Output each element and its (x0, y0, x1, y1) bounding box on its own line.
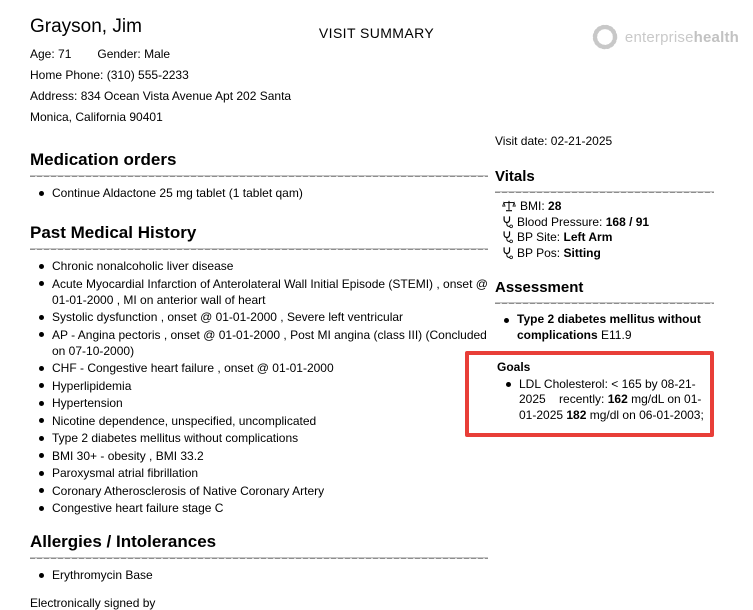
gender-value: Gender: Male (97, 47, 171, 61)
enterprise-health-logo (590, 22, 739, 52)
left-column (30, 150, 488, 610)
vital-label: BP Pos: (517, 245, 564, 260)
pmh-item: Systolic dysfunction , onset @ 01-01-2000 , Severe left ventricular (30, 309, 488, 325)
diagnosis-code: E11.9 (597, 327, 632, 342)
pmh-item: Congestive heart failure stage C (30, 500, 488, 516)
logo-text-light: enterprise (624, 28, 694, 46)
section-divider (30, 175, 488, 177)
pmh-item: Hypertension (30, 395, 488, 411)
vital-value: Left Arm (563, 230, 613, 244)
goal-recent-date-1: mg/dL on 01-01-2025 (519, 392, 702, 422)
patient-name: Grayson, Jim (30, 16, 142, 37)
vital-row-bp-site (502, 230, 714, 246)
past-medical-history-heading: Past Medical History (30, 223, 197, 242)
goals-heading: Goals (497, 360, 531, 374)
pmh-item: Hyperlipidemia (30, 378, 488, 394)
pmh-item: Chronic nonalcoholic liver disease (30, 258, 488, 274)
age-gender-line (30, 44, 322, 65)
allergies-list (30, 567, 488, 583)
assessment-list (495, 312, 714, 343)
document-title: VISIT SUMMARY (318, 25, 435, 41)
electronic-signature-note: Electronically signed by (30, 596, 156, 610)
vitals-heading: Vitals (495, 168, 535, 185)
pmh-item: Coronary Atherosclerosis of Native Coronary Artery (30, 483, 488, 499)
goal-recent-value-1: 162 (607, 392, 628, 406)
stethoscope-icon (502, 230, 513, 243)
pmh-item: CHF - Congestive heart failure , onset @ 01-01-2000 (30, 360, 488, 376)
vital-row-bmi (502, 199, 714, 215)
visit-date: Visit date: 02-21-2025 (495, 134, 613, 148)
vital-row-bp-pos (502, 246, 714, 262)
patient-demographics (30, 44, 322, 128)
allergy-item: Erythromycin Base (30, 567, 488, 583)
stethoscope-icon (502, 246, 513, 259)
age-value: Age: 71 (30, 47, 72, 61)
goals-highlight-box (465, 351, 714, 437)
section-divider (495, 302, 714, 304)
pmh-item: BMI 30+ - obesity , BMI 33.2 (30, 448, 488, 464)
address-line: Address: 834 Ocean Vista Avenue Apt 202 Santa Monica, California 90401 (30, 89, 292, 124)
past-medical-history-list (30, 258, 488, 516)
section-divider (30, 248, 488, 250)
home-phone-line: Home Phone: (310) 555-2233 (30, 68, 189, 82)
stethoscope-icon (502, 215, 513, 228)
goal-recent-date-2: mg/dl on 06-01-2003; (586, 407, 704, 422)
medication-orders-list (30, 185, 488, 201)
assessment-heading: Assessment (495, 279, 584, 296)
vital-label: BP Site: (517, 230, 564, 244)
vital-value: 168 / 91 (605, 214, 650, 229)
logo-text-bold: health (693, 28, 739, 46)
vitals-list (495, 199, 714, 261)
assessment-item (495, 312, 714, 343)
pmh-item: Nicotine dependence, unspecified, uncomplicated (30, 413, 488, 429)
section-divider (30, 557, 488, 559)
vital-label: Blood Pressure: (517, 214, 606, 229)
goal-recent-label: recently: (545, 392, 608, 406)
vital-value: Sitting (563, 245, 601, 260)
vital-row-blood-pressure (502, 215, 714, 231)
vital-value: 28 (548, 199, 562, 213)
pmh-item: Paroxysmal atrial fibrillation (30, 465, 488, 481)
goal-recent-value-2: 182 (566, 407, 587, 422)
goal-item (497, 377, 704, 424)
allergies-heading: Allergies / Intolerances (30, 532, 217, 551)
section-divider (495, 191, 714, 193)
pmh-item: AP - Angina pectoris , onset @ 01-01-2000 , Post MI angina (class III) (Concluded on 07-10-2000) (30, 327, 488, 359)
goals-list (497, 377, 704, 424)
pmh-item: Acute Myocardial Infarction of Anterolateral Wall Initial Episode (STEMI) , onset @ 01-01-2000 , MI on anterior wall of heart (30, 276, 488, 308)
scale-icon (502, 200, 516, 212)
diagnosis-text: Type 2 diabetes mellitus without complications (517, 312, 701, 342)
medication-orders-heading: Medication orders (30, 150, 177, 169)
pmh-item: Type 2 diabetes mellitus without complications (30, 430, 488, 446)
medication-order-item: Continue Aldactone 25 mg tablet (1 tablet qam) (30, 185, 488, 201)
logo-text (625, 29, 739, 46)
vital-label: BMI: (520, 199, 549, 213)
right-column (495, 134, 714, 437)
dotted-circle-logo-icon (590, 22, 620, 52)
goal-target: LDL Cholesterol: < 165 by 08-21-2025 (519, 376, 696, 406)
